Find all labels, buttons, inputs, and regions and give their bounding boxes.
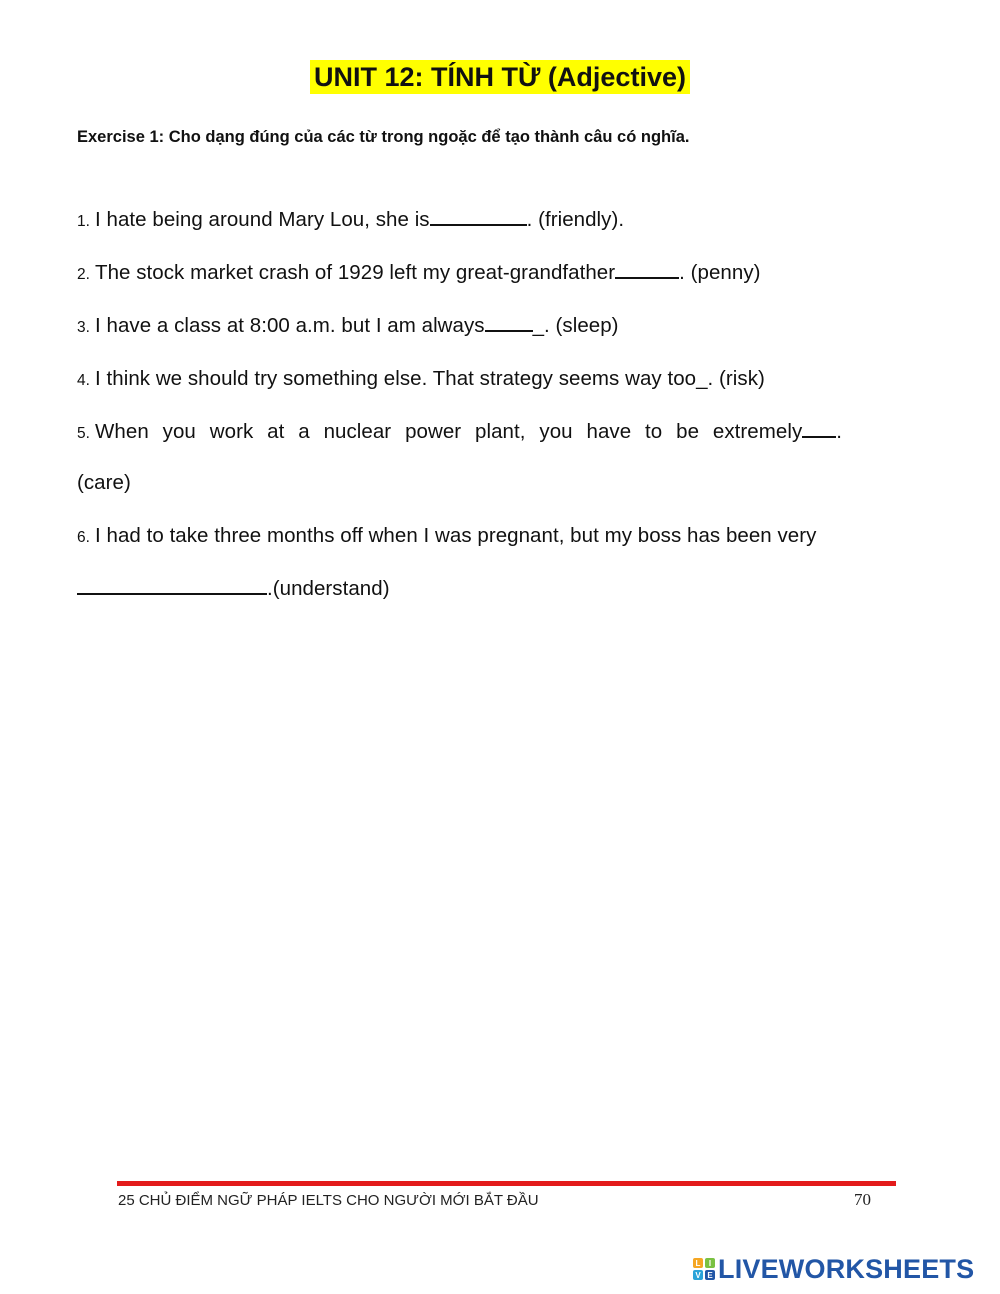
question-hint: . — [836, 420, 842, 443]
question-5-continuation: (care) — [77, 471, 131, 494]
answer-blank-1[interactable] — [430, 207, 527, 226]
exercise-instruction: Exercise 1: Cho dạng đúng của các từ trong ngoặc để tạo thành câu có nghĩa. — [77, 128, 690, 146]
question-number: 4. — [77, 372, 91, 389]
answer-blank-3[interactable] — [485, 313, 533, 332]
question-6 — [77, 524, 816, 548]
answer-blank-5[interactable] — [802, 419, 836, 438]
question-text: I had to take three months off when I was pregnant, but my boss has been very — [95, 524, 817, 547]
page-title — [0, 62, 1000, 93]
question-text: I think we should try something else. That strategy seems way too — [95, 367, 697, 390]
footer-divider — [117, 1181, 896, 1186]
svg-text:V: V — [695, 1271, 701, 1280]
question-number: 3. — [77, 319, 91, 336]
page-title-text: UNIT 12: TÍNH TỪ (Adjective) — [310, 60, 690, 94]
question-6-continuation — [77, 576, 390, 601]
question-hint: .(understand) — [267, 577, 390, 600]
liveworksheets-brand[interactable] — [693, 1254, 974, 1284]
question-hint: . (friendly). — [526, 208, 625, 231]
question-text: When you work at a nuclear power plant, you have to be extremely — [95, 420, 803, 443]
question-number: 1. — [77, 213, 91, 230]
question-4 — [77, 366, 765, 391]
question-number: 2. — [77, 266, 91, 283]
question-3 — [77, 313, 619, 338]
question-hint: . (penny) — [679, 261, 761, 284]
svg-text:E: E — [707, 1271, 713, 1280]
page-number: 70 — [854, 1190, 871, 1209]
question-text: I hate being around Mary Lou, she is — [95, 208, 430, 231]
answer-blank-6[interactable] — [77, 576, 267, 595]
svg-text:I: I — [708, 1259, 712, 1268]
question-number: 5. — [77, 425, 91, 442]
question-5 — [77, 419, 842, 444]
answer-blank-2[interactable] — [615, 260, 679, 279]
liveworksheets-logo-icon — [693, 1258, 715, 1280]
question-number: 6. — [77, 529, 91, 546]
question-hint: _. (sleep) — [532, 314, 619, 337]
question-2 — [77, 260, 761, 285]
question-1 — [77, 207, 624, 232]
svg-text:L: L — [695, 1259, 701, 1268]
question-text: I have a class at 8:00 a.m. but I am always — [95, 314, 485, 337]
question-hint: _. (risk) — [696, 367, 765, 390]
footer-book-title: 25 CHỦ ĐIỂM NGỮ PHÁP IELTS CHO NGƯỜI MỚI BẮT ĐẦU — [118, 1192, 539, 1209]
question-text: The stock market crash of 1929 left my great-grandfather — [95, 261, 616, 284]
brand-name: LIVEWORKSHEETS — [718, 1253, 975, 1284]
